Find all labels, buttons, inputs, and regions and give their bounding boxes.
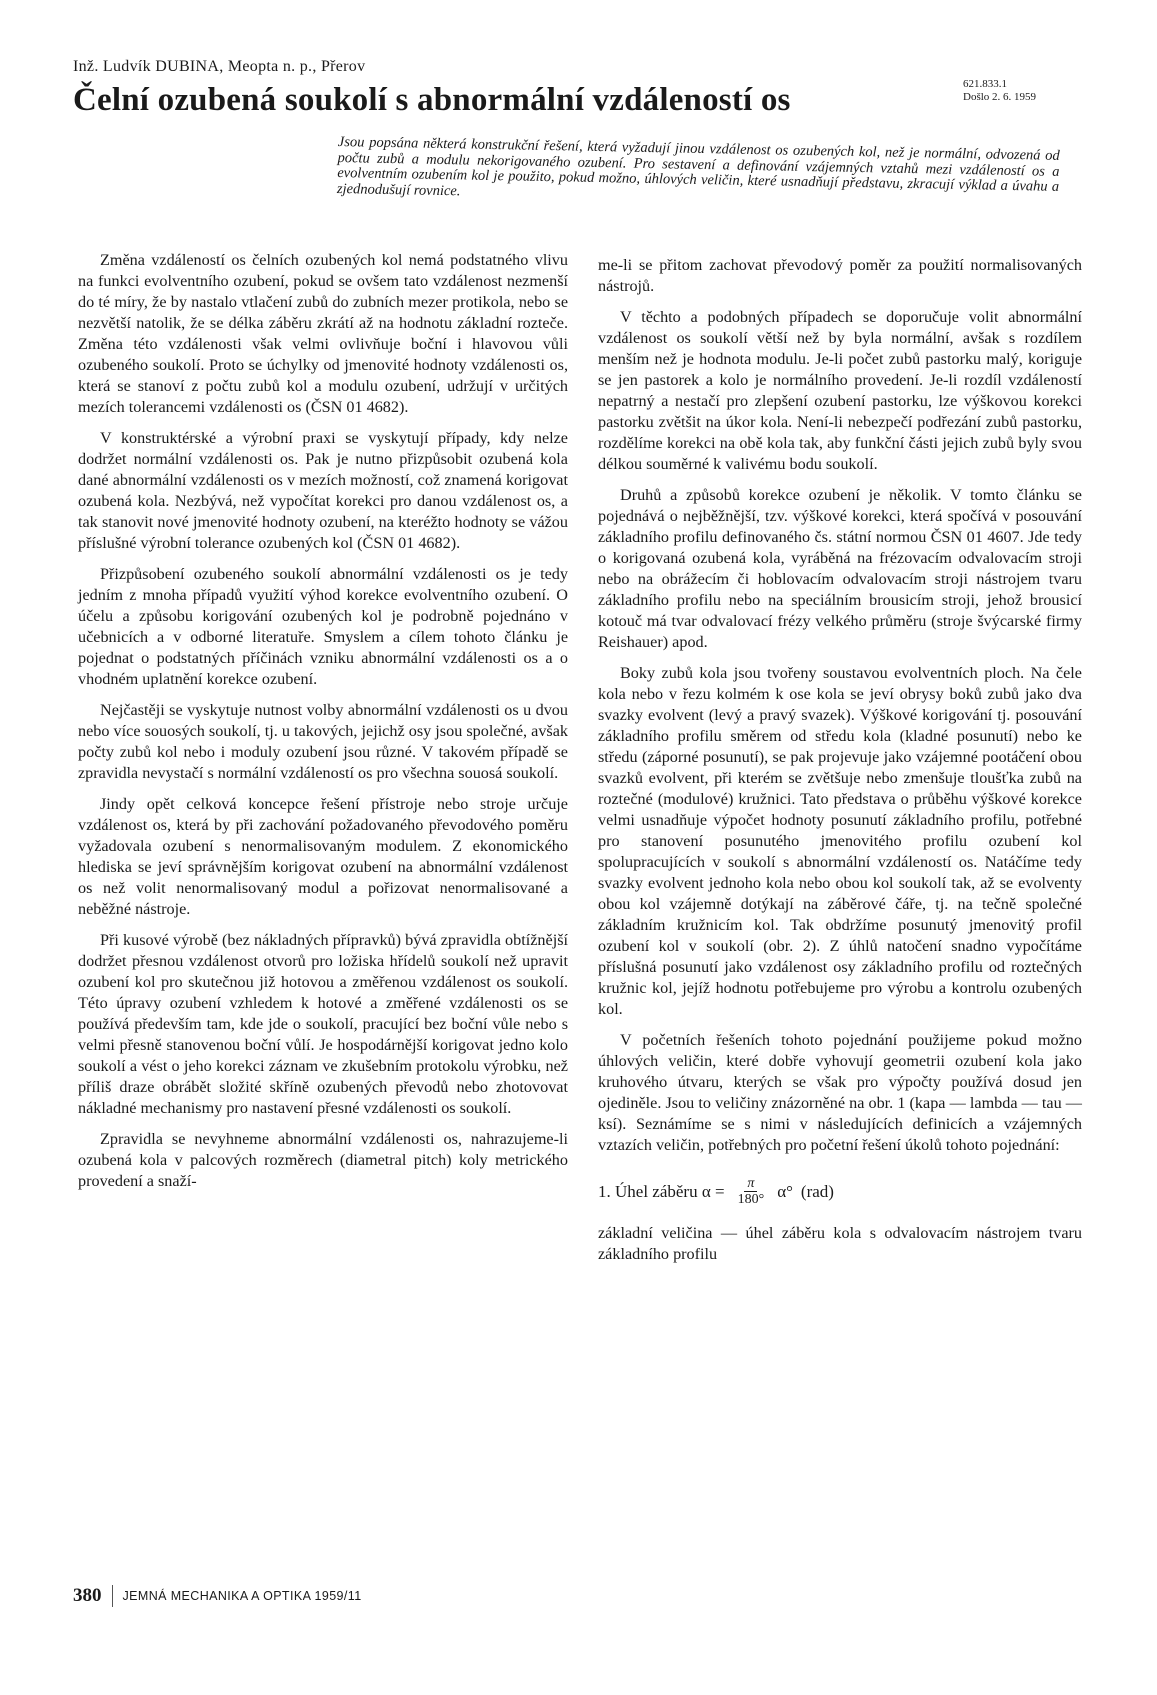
paragraph: V početních řešeních tohoto pojednání použijeme pokud možno úhlových veličin, které dobře vyhovují geometrii ozubení kola jako kruhového útvaru, kterých se však pro výpočty používá dosud jen ojediněle. Jsou to veličiny znázorněné na obr. 1 (kapa — lambda — tau — ksí). Seznámíme se s nimi v následujících definicích a vzájemných vztazích veličin, potřebných pro početní řešení úkolů tohoto pojednání: [598, 1031, 1082, 1154]
formula-numerator: π [744, 1176, 757, 1192]
paragraph: me-li se přitom zachovat převodový poměr za použití normalisovaných nástrojů. [598, 256, 1082, 295]
paragraph: Při kusové výrobě (bez nákladných přípravků) bývá zpravidla obtížnější dodržet přesnou vzdálenost otvorů pro ložiska hřídelů soukolí než upravit ozubení kol pro skutečnou již hotovou a změřenou vzdálenost os soukolí. Této úpravy ozubení vzhledem k hotové a změřené vzdálenosti os se používá především tam, kde jde o soukolí, pracující bez boční vůle nebo s velmi přesně stanovenou boční vůlí. Je hospodárnější korigovat jedno kolo soukolí a vést o jeho korekci záznam ve zkušebním protokolu výrobku, než příliš draze obrábět složité skříně ozubených převodů nebo zhotovovat nákladné mechanismy pro nastavení přesné vzdálenosti os soukolí. [78, 931, 568, 1117]
paragraph: Přizpůsobení ozubeného soukolí abnormální vzdálenosti os je tedy jedním z mnoha případů využití výhod korekce evolventního ozubení. O účelu a způsobu korigování ozubených kol je podrobně pojednáno v učebnicích a v odborné literatuře. Smyslem a cílem tohoto článku je pojednat o podstatných příčinách vzniku abnormální vzdálenosti os a o vhodném uplatnění korekce ozubení. [78, 565, 568, 688]
formula-unit: (rad) [800, 1182, 834, 1201]
formula-label: 1. Úhel záběru α = [598, 1182, 725, 1201]
article-meta [963, 78, 1036, 104]
paragraph: Druhů a způsobů korekce ozubení je několik. V tomto článku se pojednává o nejběžnější, tzv. výškové korekci, která spočívá v posouvání základního profilu definovaného čs. státní normou ČSN 01 4607. Jde tedy o korigovaná ozubená kola, vyráběná na frézovacím odvalovacím stroji nebo na obrážecím či hoblovacím odvalovacím stroji nástrojem tvaru základního profilu nebo na speciálním brousicím stroji, jehož brousicí kotouč má tvar odvalovací frézy velkého průměru (stroje švýcarské firmy Reishauer) apod. [598, 486, 1082, 651]
classification-code: 621.833.1 [963, 78, 1007, 90]
footer-divider [112, 1585, 113, 1607]
paragraph: Změna vzdáleností os čelních ozubených kol nemá podstatného vlivu na funkci evolventního ozubení, pokud se ovšem tato vzdálenost nezmenší do té míry, že by nastalo vtlačení zubů do zubních mezer protikola, nebo se nezvětší natolik, že se délka záběru zkrátí až na hodnotu základní rozteče. Změna této vzdálenosti však velmi ovlivňuje boční i hlavovou vůli ozubeného soukolí. Proto se úchylky od jmenovité hodnoty vzdálenosti os, která se stanoví z počtu zubů kol a modulu ozubení, udržují v určitých mezích tolerancemi vzdálenosti os (ČSN 01 4682). [78, 251, 568, 416]
journal-name: JEMNÁ MECHANIKA A OPTIKA 1959/11 [122, 1589, 362, 1603]
formula-suffix: α° [777, 1182, 793, 1201]
page-footer [73, 1585, 362, 1607]
author-line: Inž. Ludvík DUBINA, Meopta n. p., Přerov [73, 58, 366, 75]
paragraph: V těchto a podobných případech se doporučuje volit abnormální vzdálenost os soukolí větší než by byla normální, avšak s rozdílem menším než je hodnota modulu. Je-li počet zubů pastorku malý, koriguje se jen pastorek a kolo je normálního provedení. Je-li rozdíl vzdáleností nepatrný a nestačí pro zlepšení ozubení pastorku, lze výškovou korekci pastorku zvětšit na úkor kola. Není-li nebezpečí podřezání zubů pastorku, rozdělíme korekci na obě kola tak, aby funkční části jejich zubů byly svou délkou souměrné k valivému bodu soukolí. [598, 308, 1082, 473]
paragraph: Nejčastěji se vyskytuje nutnost volby abnormální vzdálenosti os u dvou nebo více souosých soukolí, tj. u takových, jejichž osy jsou společné, avšak počty zubů kol nebo i moduly ozubení jsou různé. V takovém případě se zpravidla nevystačí s normální vzdáleností os pro všechna souosá soukolí. [78, 701, 568, 782]
formula-fraction [735, 1176, 768, 1207]
received-date: Došlo 2. 6. 1959 [963, 91, 1037, 103]
paragraph: Jindy opět celková koncepce řešení přístroje nebo stroje určuje vzdálenost os, která by při zachování požadovaného převodového poměru vyžadovala ozubení s nenormalisovaným modulem. Z ekonomického hlediska se jeví správnějším korigovat ozubení na abnormální vzdálenost os než volit nenormalisovaný modul a pořizovat nenormalisované a neběžné nástroje. [78, 795, 568, 918]
formula-pressure-angle [598, 1176, 1082, 1207]
paragraph: Zpravidla se nevyhneme abnormální vzdálenosti os, nahrazujeme-li ozubená kola v palcových rozměrech (diametral pitch) koly metrického provedení a snaží- [78, 1130, 568, 1190]
article-title: Čelní ozubená soukolí s abnormální vzdáleností os [73, 82, 791, 118]
paragraph: V konstruktérské a výrobní praxi se vyskytují případy, kdy nelze dodržet normální vzdálenosti os. Pak je nutno přizpůsobit ozubená kola dané abnormální vzdálenosti os v mezích možností, což znamená korigovat ozubená kola. Nezbývá, než vypočítat korekci pro danou vzdálenost os, a tak stanovit nové jmenovité hodnoty ozubení, na kteréžto hodnoty se vážou příslušné výrobní tolerance ozubených kol (ČSN 01 4682). [78, 429, 568, 552]
paragraph: Boky zubů kola jsou tvořeny soustavou evolventních ploch. Na čele kola nebo v řezu kolmém k ose kola se jeví obrysy boků zubů jako dva svazky evolvent (levý a pravý svazek). Výškové korigování tj. posouvání základního profilu směrem od středu kola (kladné posunutí) nebo ke středu (záporné posunutí), se pak projevuje jako vzájemné pootáčení obou svazků evolvent, při kterém se zvětšuje nebo zmenšuje tloušťka zubů na roztečné (modulové) kružnici. Tato představa o průběhu výškové korekce velmi usnadňuje výpočet hodnoty posunutí základního profilu, potřebné pro stanovení posunutého jmenovitého profilu ozubení kol spolupracujících v soukolí s abnormální vzdáleností os. Natáčíme tedy svazky evolvent jednoho kola nebo obou kol soukolí tak, až se evolventy obou kol vzájemně dotýkají na záběrové čáře, tj. na tečně společné základním kružnicím kol. Tak obdržíme posunutý jmenovitý profil ozubení kol v soukolí (obr. 2). Z úhlů natočení snadno vypočítáme příslušná posunutí jako vzdálenost osy základního profilu od roztečných kružnic kol, jejíž hodnotu potřebujeme pro výrobu a kontrolu ozubených kol. [598, 664, 1082, 1018]
formula-definition: základní veličina — úhel záběru kola s odvalovacím nástrojem tvaru základního profilu [598, 1224, 1082, 1263]
abstract: Jsou popsána některá konstrukční řešení, která vyžadují jinou vzdálenost os ozubených kol, než je normální, odvozená od počtu zubů a modulu nekorigovaného ozubení. Pro sestavení a definování vzájemných vztahů mezi vzdáleností os a evolventním ozubením kol je použito, pokud možno, úhlových veličin, které usnadňují představu, zkracují výklad a úvahu a zjednodušují rovnice. [336, 134, 1060, 199]
page-number: 380 [73, 1585, 102, 1606]
left-column [78, 250, 568, 1202]
right-column [598, 255, 1082, 1275]
formula-denominator: 180° [737, 1192, 765, 1207]
